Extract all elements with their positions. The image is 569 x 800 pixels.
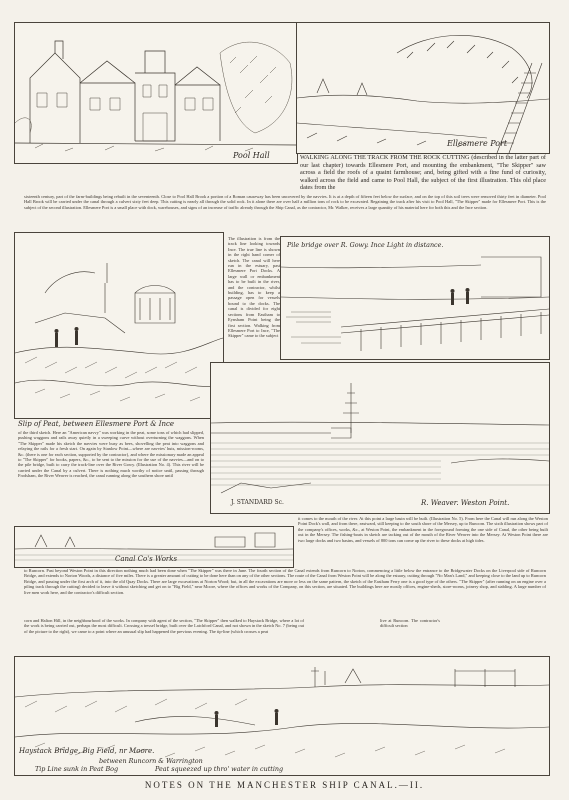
illustration-canal-works	[14, 526, 294, 568]
page-title: NOTES ON THE MANCHESTER SHIP CANAL.—II.	[144, 780, 425, 790]
article-text-5: to Runcorn. Past beyond Weston Point in this direction nothing much had been done when "The Skipper" was there in June. The fourth section of the Canal extends from Runcorn to Norton, commencing a little below the entrance to the Bridgewater Docks on the Liverpool side of Runcorn Bridge, and extends to Norton Woods, a distance of five miles. There is a greater amount of cutting to be done here than on any of the other sections. The route of the Canal from Weston Point will be along the estuary, cutting through "No Man's Land," and keeping close to the land up to Runcorn Bridge, and passing under the first arch of it, into the old Quay Docks. There are large excavations at Norton Wood; but, in all the excavations are more or less on the same pattern, the sketch of the Eastham Ferry one is a good type of the others. "The Skipper" (after running on an engine over a piling track through the cutting) decided to leave it without sketching and get on to "Big Field," near Moore, where the offices and works of the Company, on this section, are situated. The buildings here are mostly offices, engine-sheds, store-rooms, joinery shop, and stabling. A large number of live men work here, and the contractor's difficult section.	[24, 568, 546, 595]
slip-of-peat-drawing	[15, 233, 223, 418]
caption-pool-hall: Pool Hall	[233, 151, 270, 160]
illustration-weaver-point	[210, 362, 550, 514]
illustration-ellesmere-port	[296, 22, 550, 154]
caption-ellesmere-port: Ellesmere Port	[447, 139, 508, 148]
illustration-slip-of-peat	[14, 232, 224, 419]
caption-slip-of-peat: Slip of Peat, between Ellesmere Port & Ince	[18, 420, 175, 428]
caption-signature: J. STANDARD Sc.	[231, 499, 284, 506]
pile-bridge-drawing	[281, 237, 549, 359]
article-text-4: it comes to the mouth of the river. At this point a large basin will be built. (Illustration No. 5). From here the Canal will run along the Weston Point Dock's wall, and from there, eastward, still keeping to the south shore of the Mersey, up to Runcorn. The sixth illustration shows part of the company's offices, works, &c., at Weston Point, the embankment in the foreground forming the one side of Canal, the other being built out in the Mersey. The fishing-boats in sketch are tacking out of the mouth of the River Weaver into the Mersey. At Weston Point there are two large docks and two basins, and vessels of 800 tons can come up the river to these docks at high tides.	[298, 516, 548, 543]
lead-paragraph	[300, 154, 546, 192]
article-text-7: live at Runcorn. The contractor's difficult section	[380, 618, 440, 629]
weaver-point-drawing	[211, 363, 549, 513]
caption-between: between Runcorn & Warrington	[99, 757, 203, 765]
illustration-pile-bridge	[280, 236, 550, 360]
pool-hall-drawing	[15, 23, 297, 163]
illustration-haystack-bridge	[14, 656, 550, 776]
illustration-pool-hall	[14, 22, 298, 164]
caption-weaver-point: R. Weaver. Weston Point.	[421, 499, 510, 507]
caption-tip-line: Tip Line sunk in Peat Bog	[35, 765, 119, 773]
article-text-6: corn and Halton Hill, in the neighbourhood of the works. In company with agent of the section, "The Skipper" then walked to Haystack Bridge, where a lot of the work is being carried out, perhaps the most difficult. Crossing a tressel bridge, built over the Latchford Canal, and not shown in the sketch No. 7 (being out of the picture to the right), we came to a point where an unusual slip had happened the previous evening. The tip-line (which crosses a peat	[24, 618, 304, 634]
caption-canal-works: Canal Co's Works	[115, 555, 178, 563]
caption-haystack-bridge: Haystack Bridge, Big Field, nr Moore.	[19, 747, 155, 755]
lead-text: WALKING ALONG THE TRACK FROM THE ROCK CUTTING (described in the latter part of our last chapter) towards Ellesmere Port, and mounting the embankment, "The Skipper" saw across a field the roofs of a quaint farmhouse; and, being gifted with a fine fund of curiosity, walked across the field and came to Pool Hall, the subject of the first illustration. This old place dates from the	[300, 154, 546, 192]
haystack-bridge-drawing	[15, 657, 549, 775]
ellesmere-port-drawing	[297, 23, 549, 153]
caption-peat-squeezed: Peat squeezed up thro' water in cutting	[155, 765, 284, 773]
article-text-1: sixteenth century, part of the farm-buildings being rebuilt in the seventeenth. Close to Pool Hall Brook a portion of a Roman causeway has been uncovered by the navvies. It is at a depth of fifteen feet below the surface, and on the top of this soil trees were removed thirty feet in diameter. Pool Hall Brook will be carried under the canal through a culvert sixty feet deep. This cutting is nearly all through the solid rock. In it alone there are over half a million tons of rock to be excavated. Regaining the track after his visit to Pool Hall, "The Skipper" made for Ellesmere Port. This is the subject of the second illustration. Ellesmere Port is a small place with dock, warehouses, and signs of an increase of traffic already through the Ship Canal, as the contractor, Mr. Walker, receives a large quantity of his material here for both this and the Ince section.	[24, 194, 546, 210]
caption-pile-bridge: Pile bridge over R. Gowy. Ince Light in distance.	[287, 241, 444, 249]
article-text-3: of the third sketch. Here an "American navvy" was working in the peat, some tons of which had slipped, pushing waggons and rails away quietly in a sweeping curve without overturning the waggons. When "The Skipper" made his sketch the navvies were busy as bees, shovelling the peat into waggons and relaying the rails for a fresh start. On again by Stanlow Point—where are navvies' huts, mission-rooms, &c. (there is one for each section, supported by the contractor), and where the missionary made an appeal to "The Skipper" for books, papers, &c., to be sent to the mission for the use of the navvies—and on to the pile bridge, built to carry the track-line over the River Gowy. (Illustration No. 4). This river will be carried under the Canal by a culvert. There is nothing much worthy of notice until, passing through Frodsham, the River Weaver is reached, the canal running along the southern shore until	[18, 430, 204, 479]
article-text-2: The illustration is from the track line looking towards Ince. The true line is shown in the right hand corner of sketch. The canal will here run in the estuary, past Ellesmere Port Docks. A large wall or embankment has to be built in the river, and the contractor, whilst building, has to keep a passage open for vessels bound to the docks. The canal is divided for eight sections from Eastham to Eynsham Point being the first section. Walking from Ellesmere Port to Ince, "The Skipper" came to the subject	[228, 236, 280, 339]
